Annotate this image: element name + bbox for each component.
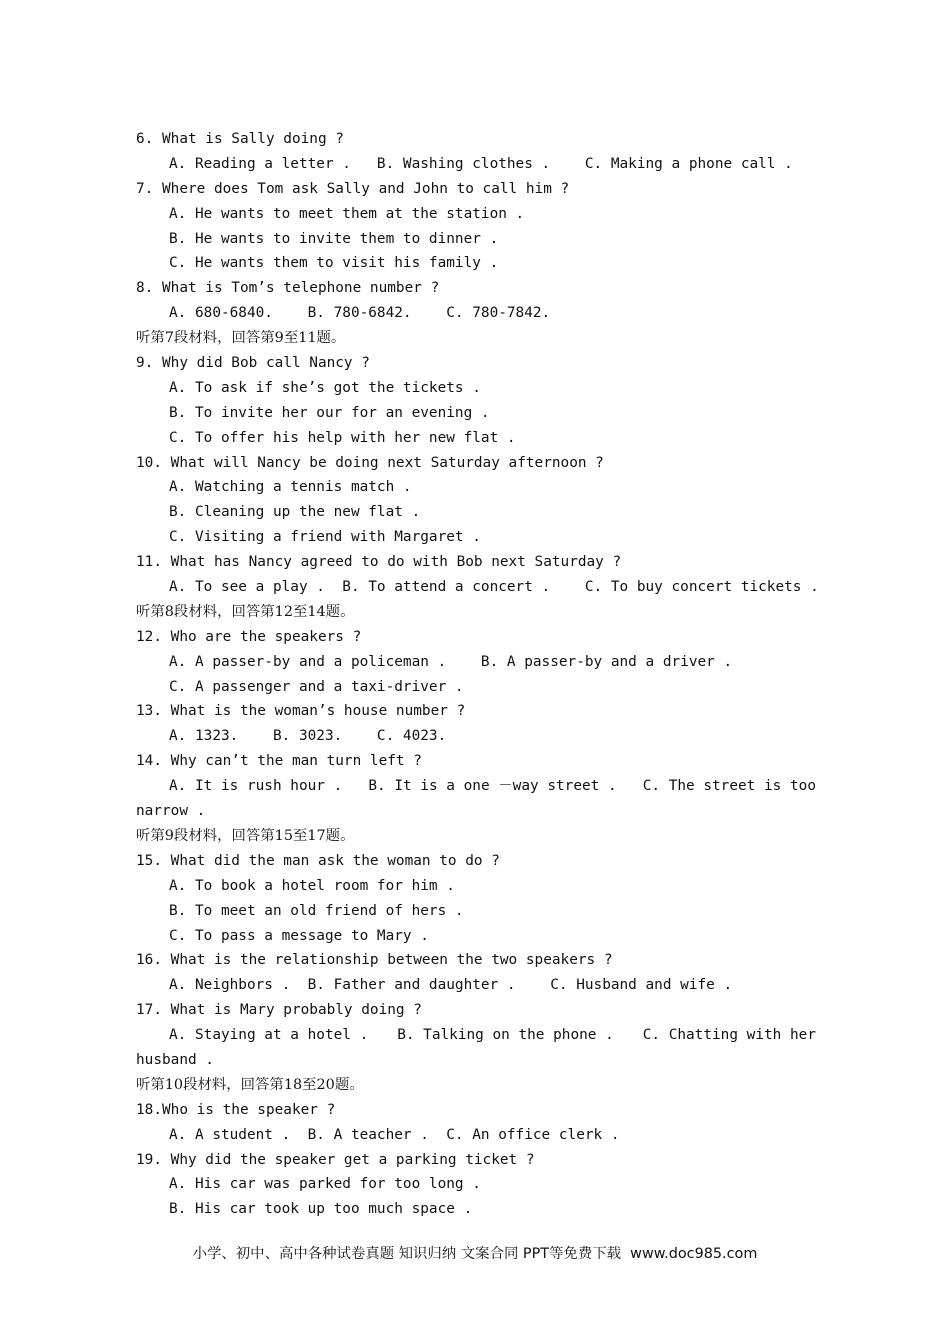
question-17-option-a: A. Staying at a hotel . [169, 1027, 369, 1044]
question-15-stem: 15. What did the man ask the woman to do ? [136, 852, 500, 869]
page-footer: 小学、初中、高中各种试卷真题 知识归纳 文案合同 PPT等免费下载 www.doc985.com [192, 1246, 758, 1262]
question-11-stem: 11. What has Nancy agreed to do with Bob next Saturday ? [136, 554, 622, 571]
question-9-option-a: A. To ask if she’s got the tickets . [169, 379, 481, 396]
section-7-heading: 听第7段材料，回答第9至11题。 [136, 330, 346, 347]
question-17-option-b: B. Talking on the phone . [397, 1027, 614, 1044]
question-16-options: A. Neighbors . B. Father and daughter . C. Husband and wife . [169, 977, 733, 994]
question-7-option-c: C. He wants them to visit his family . [169, 255, 499, 272]
question-14-option-c: C. The street is too [642, 778, 816, 795]
question-6-options: A. Reading a letter . B. Washing clothes . C. Making a phone call . [169, 155, 793, 172]
question-14-option-b: B. It is a one －way street . [368, 778, 617, 795]
question-6-stem: 6. What is Sally doing ? [136, 131, 344, 147]
section-8-heading: 听第8段材料，回答第12至14题。 [136, 603, 355, 620]
question-7-stem: 7. Where does Tom ask Sally and John to call him ? [136, 180, 570, 197]
question-9-option-c: C. To offer his help with her new flat . [169, 429, 516, 446]
question-17-stem: 17. What is Mary probably doing ? [136, 1002, 422, 1019]
question-10-option-b: B. Cleaning up the new flat . [169, 504, 421, 521]
question-17-option-wrap: husband . [136, 1051, 214, 1068]
question-7-option-b: B. He wants to invite them to dinner . [169, 230, 499, 247]
question-13-stem: 13. What is the woman’s house number ? [136, 703, 466, 720]
question-9-option-b: B. To invite her our for an evening . [169, 404, 490, 421]
question-19-option-b: B. His car took up too much space . [169, 1201, 473, 1218]
question-15-option-b: B. To meet an old friend of hers . [169, 902, 464, 919]
question-13-options: A. 1323. B. 3023. C. 4023. [169, 728, 447, 745]
question-10-option-a: A. Watching a tennis match . [169, 479, 412, 496]
question-18-options: A. A student . B. A teacher . C. An office clerk . [169, 1126, 620, 1143]
question-14-stem: 14. Why can’t the man turn left ? [136, 753, 422, 770]
question-19-stem: 19. Why did the speaker get a parking ticket ? [136, 1151, 535, 1168]
question-10-stem: 10. What will Nancy be doing next Saturday afternoon ? [136, 454, 604, 471]
section-9-heading: 听第9段材料，回答第15至17题。 [136, 827, 355, 844]
question-19-option-a: A. His car was parked for too long . [169, 1176, 481, 1193]
question-17-option-c: C. Chatting with her [642, 1027, 816, 1044]
question-18-stem: 18.Who is the speaker ? [136, 1101, 336, 1118]
exam-page [136, 127, 819, 1222]
question-14-option-wrap: narrow . [136, 803, 206, 820]
question-10-option-c: C. Visiting a friend with Margaret . [169, 529, 481, 546]
question-12-stem: 12. Who are the speakers ? [136, 628, 362, 645]
question-11-options: A. To see a play . B. To attend a concert . C. To buy concert tickets . [169, 579, 819, 596]
question-7-option-a: A. He wants to meet them at the station . [169, 205, 525, 222]
question-12-option-c: C. A passenger and a taxi-driver . [169, 678, 464, 695]
question-16-stem: 16. What is the relationship between the two speakers ? [136, 952, 613, 969]
question-9-stem: 9. Why did Bob call Nancy ? [136, 355, 370, 372]
question-17-options [136, 1023, 816, 1048]
section-10-heading: 听第10段材料，回答第18至20题。 [136, 1076, 364, 1093]
question-12-options-a-b: A. A passer-by and a policeman . B. A passer-by and a driver . [169, 653, 733, 670]
question-15-option-a: A. To book a hotel room for him . [169, 877, 455, 894]
question-15-option-c: C. To pass a message to Mary . [169, 927, 429, 944]
question-14-option-a: A. It is rush hour . [169, 778, 343, 795]
question-8-options: A. 680-6840. B. 780-6842. C. 780-7842. [169, 305, 551, 322]
question-14-options [136, 774, 816, 799]
question-8-stem: 8. What is Tom’s telephone number ? [136, 280, 440, 297]
